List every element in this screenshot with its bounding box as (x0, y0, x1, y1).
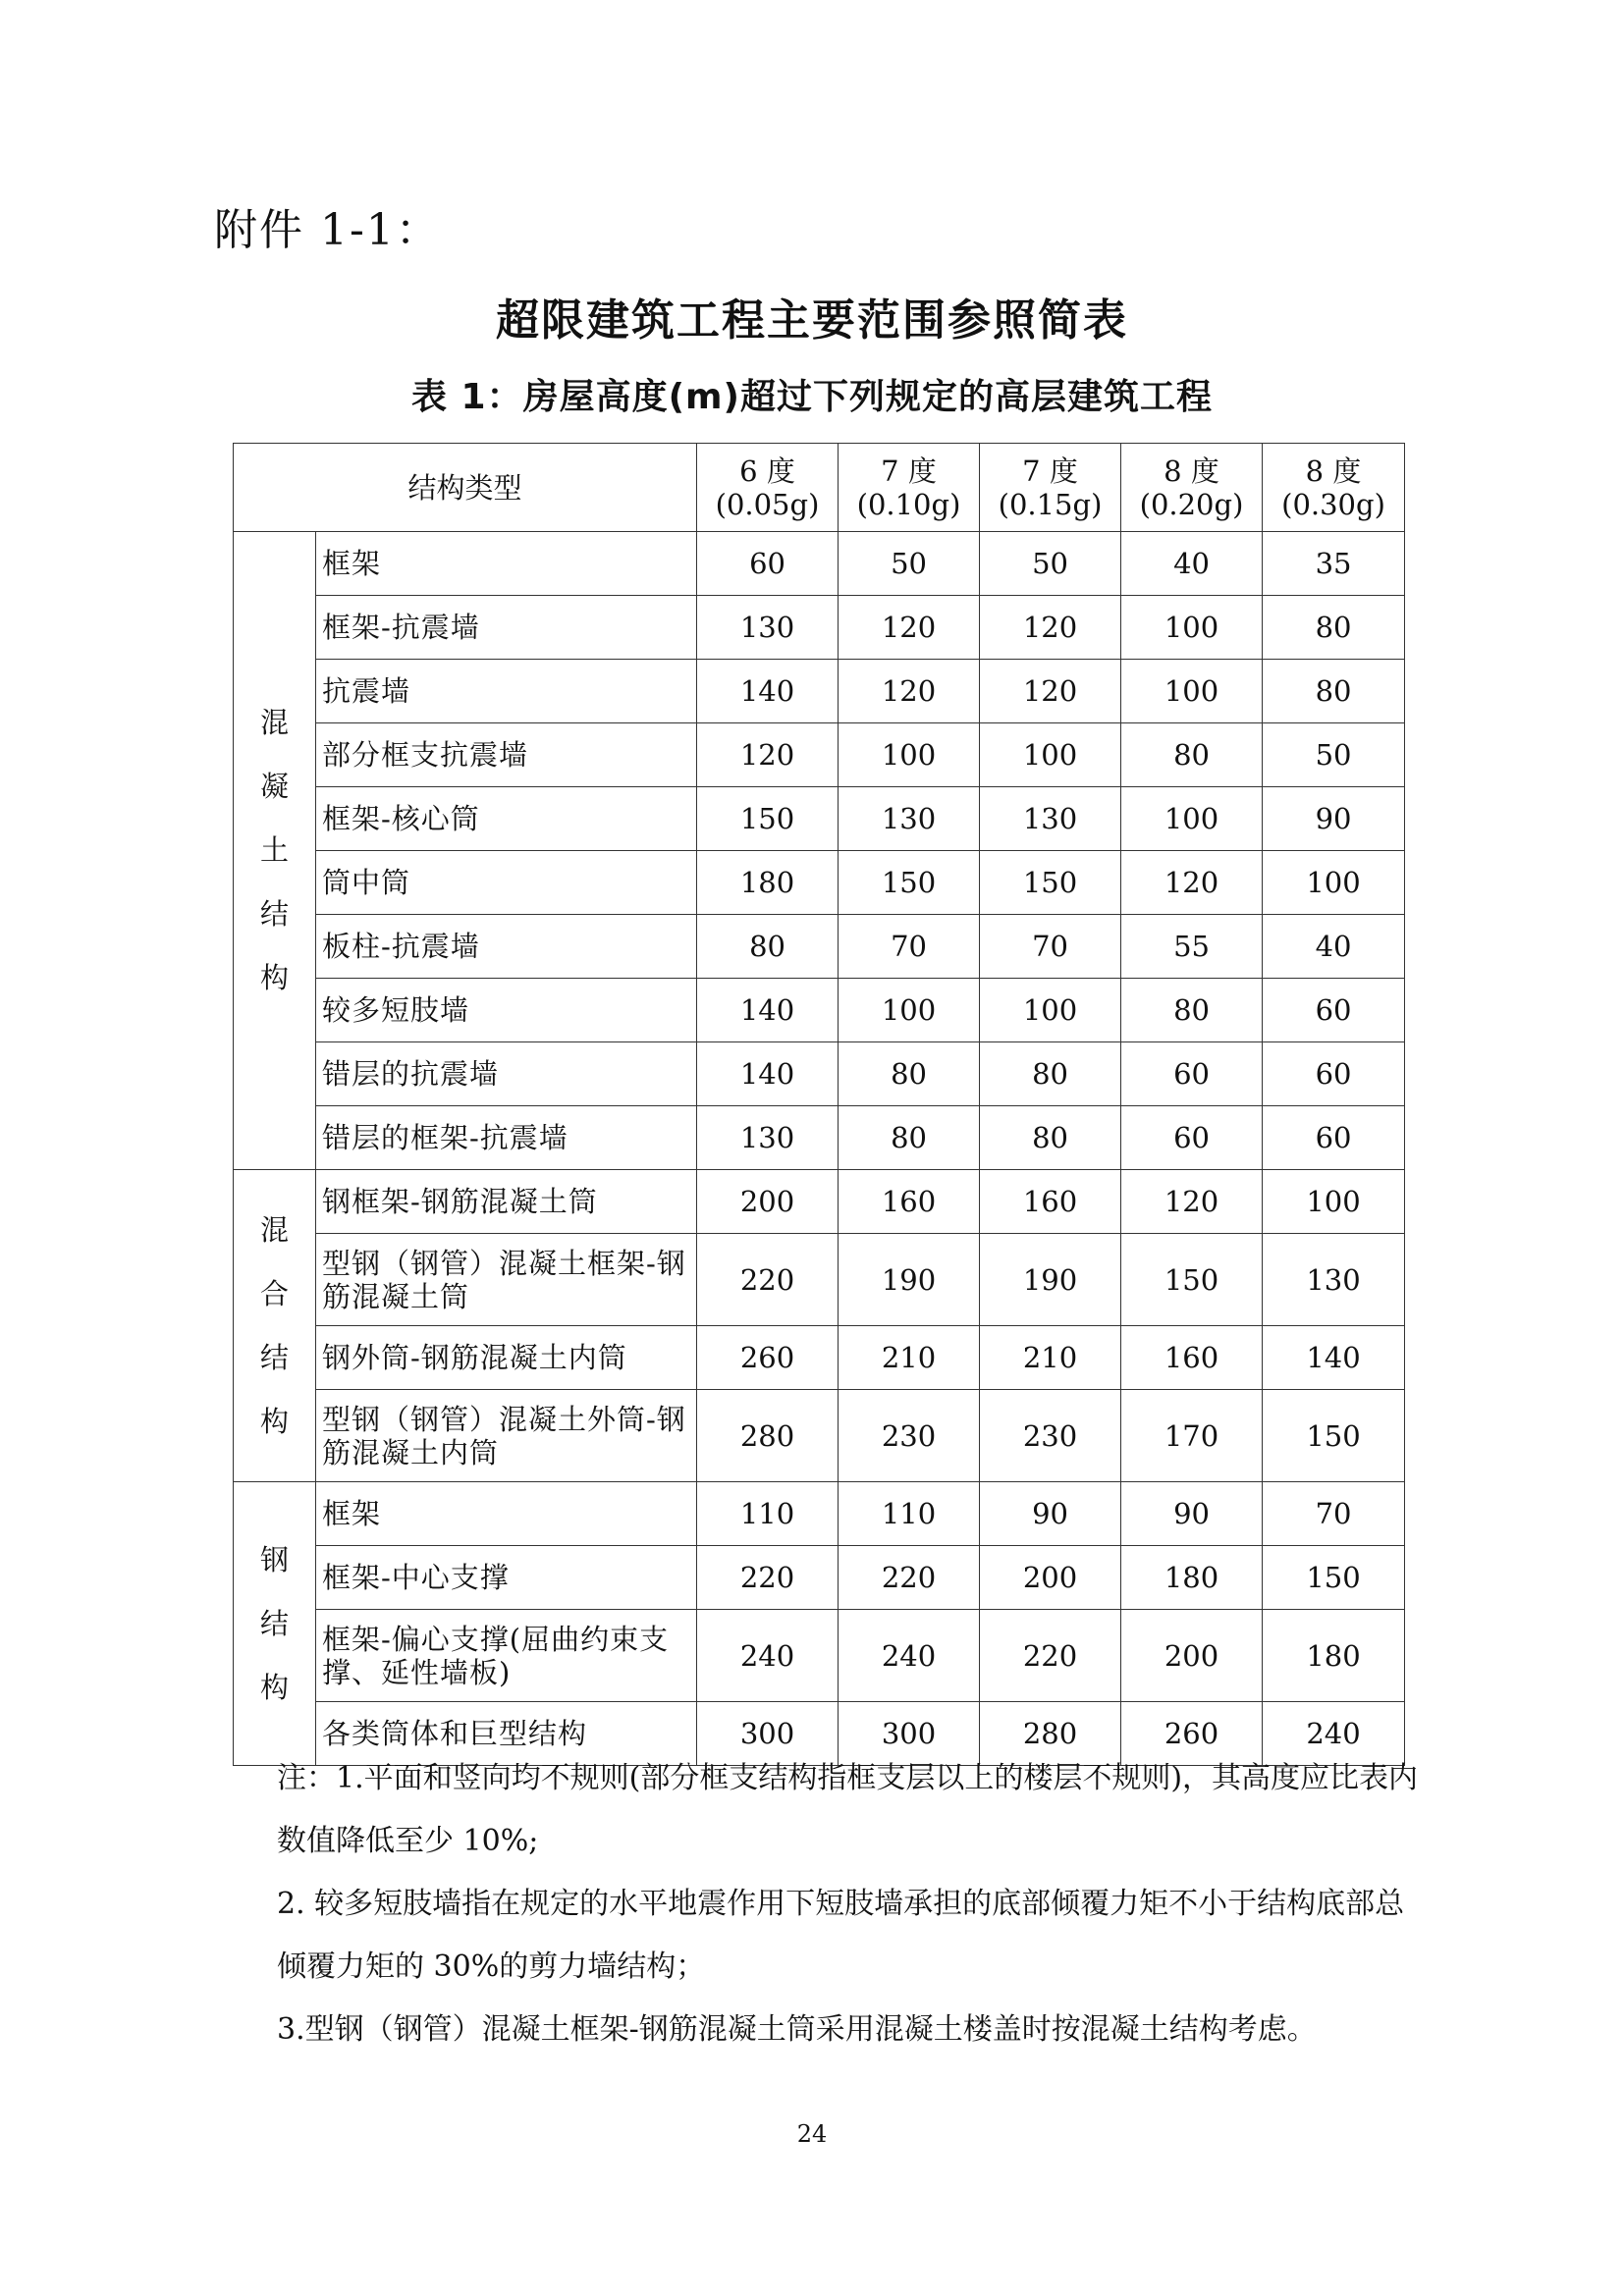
height-value-cell: 120 (1121, 1170, 1263, 1234)
height-value-cell: 50 (1263, 723, 1405, 787)
height-value-cell: 180 (1121, 1546, 1263, 1610)
structure-type-cell: 筒中筒 (316, 851, 697, 915)
notes-section (214, 1747, 1422, 2061)
height-value-cell: 300 (697, 1702, 839, 1766)
structure-type-cell: 较多短肢墙 (316, 979, 697, 1042)
height-value-cell: 260 (697, 1326, 839, 1390)
height-value-cell: 150 (839, 851, 980, 915)
structure-type-cell: 框架-偏心支撑(屈曲约束支撑、延性墙板) (316, 1610, 697, 1702)
height-value-cell: 170 (1121, 1390, 1263, 1482)
header-acceleration: (0.10g) (856, 487, 961, 521)
height-value-cell: 40 (1263, 915, 1405, 979)
height-value-cell: 130 (1263, 1234, 1405, 1326)
height-value-cell: 150 (980, 851, 1121, 915)
page-number: 24 (796, 2120, 828, 2148)
structure-type-cell: 框架-核心筒 (316, 787, 697, 851)
height-value-cell: 90 (980, 1482, 1121, 1546)
height-value-cell: 80 (980, 1042, 1121, 1106)
attachment-label: 附件 1-1： (214, 205, 441, 255)
header-acceleration: (0.30g) (1281, 487, 1385, 521)
height-value-cell: 180 (697, 851, 839, 915)
header-acceleration: (0.15g) (998, 487, 1103, 521)
header-col (980, 444, 1121, 532)
header-acceleration: (0.20g) (1139, 487, 1244, 521)
height-value-cell: 240 (839, 1610, 980, 1702)
height-value-cell: 120 (839, 596, 980, 660)
note-2: 2. 较多短肢墙指在规定的水平地震作用下短肢墙承担的底部倾覆力矩不小于结构底部总倾覆力矩的 30%的剪力墙结构； (277, 1887, 1405, 1984)
table-row (234, 1042, 1405, 1106)
height-value-cell: 120 (839, 660, 980, 723)
table-row (234, 596, 1405, 660)
height-value-cell: 100 (1263, 1170, 1405, 1234)
header-degree: 6 度 (739, 454, 795, 488)
height-value-cell: 100 (980, 723, 1121, 787)
header-structure-type: 结构类型 (234, 444, 697, 532)
height-value-cell: 220 (980, 1610, 1121, 1702)
group-label: 钢结构 (259, 1542, 289, 1704)
group-label-cell (234, 532, 316, 1170)
table-row (234, 915, 1405, 979)
height-value-cell: 150 (1121, 1234, 1263, 1326)
height-value-cell: 210 (980, 1326, 1121, 1390)
height-value-cell: 200 (697, 1170, 839, 1234)
table-row (234, 1482, 1405, 1546)
height-value-cell: 230 (980, 1390, 1121, 1482)
height-value-cell: 140 (1263, 1326, 1405, 1390)
header-degree: 7 度 (1022, 454, 1078, 488)
height-value-cell: 55 (1121, 915, 1263, 979)
height-value-cell: 190 (980, 1234, 1121, 1326)
height-value-cell: 100 (839, 723, 980, 787)
table-row (234, 1170, 1405, 1234)
table-row (234, 851, 1405, 915)
height-value-cell: 100 (1263, 851, 1405, 915)
height-value-cell: 120 (980, 660, 1121, 723)
structure-type-cell: 错层的抗震墙 (316, 1042, 697, 1106)
table-row (234, 787, 1405, 851)
height-value-cell: 200 (980, 1546, 1121, 1610)
header-degree: 7 度 (881, 454, 937, 488)
height-value-cell: 60 (1263, 1042, 1405, 1106)
structure-type-cell: 错层的框架-抗震墙 (316, 1106, 697, 1170)
height-value-cell: 140 (697, 979, 839, 1042)
header-degree: 8 度 (1305, 454, 1362, 488)
height-value-cell: 60 (1121, 1106, 1263, 1170)
height-value-cell: 100 (839, 979, 980, 1042)
header-col (1263, 444, 1405, 532)
table-caption: 表 1：房屋高度(m)超过下列规定的高层建筑工程 (410, 377, 1213, 417)
height-value-cell: 160 (1121, 1326, 1263, 1390)
structure-type-cell: 板柱-抗震墙 (316, 915, 697, 979)
table-row (234, 1326, 1405, 1390)
group-label-cell (234, 1482, 316, 1766)
height-value-cell: 240 (697, 1610, 839, 1702)
header-col (697, 444, 839, 532)
height-value-cell: 90 (1121, 1482, 1263, 1546)
height-value-cell: 130 (697, 1106, 839, 1170)
height-value-cell: 70 (1263, 1482, 1405, 1546)
structure-type-cell: 型钢（钢管）混凝土外筒-钢筋混凝土内筒 (316, 1390, 697, 1482)
height-value-cell: 130 (839, 787, 980, 851)
structure-type-cell: 钢外筒-钢筋混凝土内筒 (316, 1326, 697, 1390)
height-value-cell: 50 (839, 532, 980, 596)
height-value-cell: 120 (980, 596, 1121, 660)
height-limit-table (233, 443, 1405, 1766)
structure-type-cell: 框架 (316, 532, 697, 596)
structure-type-cell: 抗震墙 (316, 660, 697, 723)
height-value-cell: 220 (697, 1234, 839, 1326)
group-label: 混合结构 (259, 1212, 289, 1438)
height-value-cell: 120 (697, 723, 839, 787)
height-value-cell: 100 (1121, 596, 1263, 660)
height-value-cell: 190 (839, 1234, 980, 1326)
table-row (234, 1390, 1405, 1482)
height-value-cell: 220 (839, 1546, 980, 1610)
note-3: 3.型钢（钢管）混凝土框架-钢筋混凝土筒采用混凝土楼盖时按混凝土结构考虑。 (277, 2012, 1317, 2047)
height-value-cell: 130 (980, 787, 1121, 851)
height-value-cell: 240 (1263, 1702, 1405, 1766)
height-value-cell: 150 (1263, 1546, 1405, 1610)
height-value-cell: 280 (980, 1702, 1121, 1766)
height-value-cell: 120 (1121, 851, 1263, 915)
note-1: 注：1.平面和竖向均不规则(部分框支结构指框支层以上的楼层不规则)，其高度应比表内数值降低至少 10%; (277, 1761, 1419, 1858)
height-value-cell: 50 (980, 532, 1121, 596)
height-value-cell: 150 (1263, 1390, 1405, 1482)
height-value-cell: 130 (697, 596, 839, 660)
height-value-cell: 80 (839, 1106, 980, 1170)
structure-type-cell: 各类筒体和巨型结构 (316, 1702, 697, 1766)
height-value-cell: 110 (697, 1482, 839, 1546)
table-row (234, 660, 1405, 723)
height-value-cell: 60 (1263, 1106, 1405, 1170)
structure-type-cell: 框架-抗震墙 (316, 596, 697, 660)
header-col (839, 444, 980, 532)
height-value-cell: 260 (1121, 1702, 1263, 1766)
height-value-cell: 80 (1263, 660, 1405, 723)
height-value-cell: 80 (980, 1106, 1121, 1170)
height-value-cell: 35 (1263, 532, 1405, 596)
table-row (234, 723, 1405, 787)
structure-type-cell: 框架-中心支撑 (316, 1546, 697, 1610)
height-value-cell: 140 (697, 1042, 839, 1106)
height-value-cell: 210 (839, 1326, 980, 1390)
height-value-cell: 100 (980, 979, 1121, 1042)
height-value-cell: 60 (1121, 1042, 1263, 1106)
table-row (234, 532, 1405, 596)
height-value-cell: 300 (839, 1702, 980, 1766)
height-value-cell: 110 (839, 1482, 980, 1546)
height-value-cell: 280 (697, 1390, 839, 1482)
height-value-cell: 70 (839, 915, 980, 979)
structure-type-cell: 部分框支抗震墙 (316, 723, 697, 787)
height-value-cell: 180 (1263, 1610, 1405, 1702)
height-value-cell: 150 (697, 787, 839, 851)
height-value-cell: 70 (980, 915, 1121, 979)
height-value-cell: 230 (839, 1390, 980, 1482)
page-title: 超限建筑工程主要范围参照简表 (496, 295, 1128, 346)
height-value-cell: 60 (1263, 979, 1405, 1042)
height-value-cell: 80 (697, 915, 839, 979)
height-value-cell: 140 (697, 660, 839, 723)
height-value-cell: 160 (839, 1170, 980, 1234)
height-value-cell: 200 (1121, 1610, 1263, 1702)
structure-type-cell: 钢框架-钢筋混凝土筒 (316, 1170, 697, 1234)
height-value-cell: 80 (1121, 979, 1263, 1042)
height-value-cell: 100 (1121, 660, 1263, 723)
table-row (234, 1610, 1405, 1702)
table-row (234, 979, 1405, 1042)
table-header-row (234, 444, 1405, 532)
height-value-cell: 60 (697, 532, 839, 596)
height-value-cell: 80 (839, 1042, 980, 1106)
height-value-cell: 80 (1121, 723, 1263, 787)
height-value-cell: 40 (1121, 532, 1263, 596)
table-row (234, 1234, 1405, 1326)
height-value-cell: 90 (1263, 787, 1405, 851)
group-label-cell (234, 1170, 316, 1482)
header-acceleration: (0.05g) (715, 487, 820, 521)
header-degree: 8 度 (1164, 454, 1219, 488)
table-row (234, 1106, 1405, 1170)
group-label: 混凝土结构 (259, 706, 289, 994)
structure-type-cell: 框架 (316, 1482, 697, 1546)
height-value-cell: 220 (697, 1546, 839, 1610)
header-col (1121, 444, 1263, 532)
height-value-cell: 160 (980, 1170, 1121, 1234)
height-value-cell: 80 (1263, 596, 1405, 660)
table-row (234, 1546, 1405, 1610)
table-body (234, 532, 1405, 1766)
structure-type-cell: 型钢（钢管）混凝土框架-钢筋混凝土筒 (316, 1234, 697, 1326)
height-value-cell: 100 (1121, 787, 1263, 851)
